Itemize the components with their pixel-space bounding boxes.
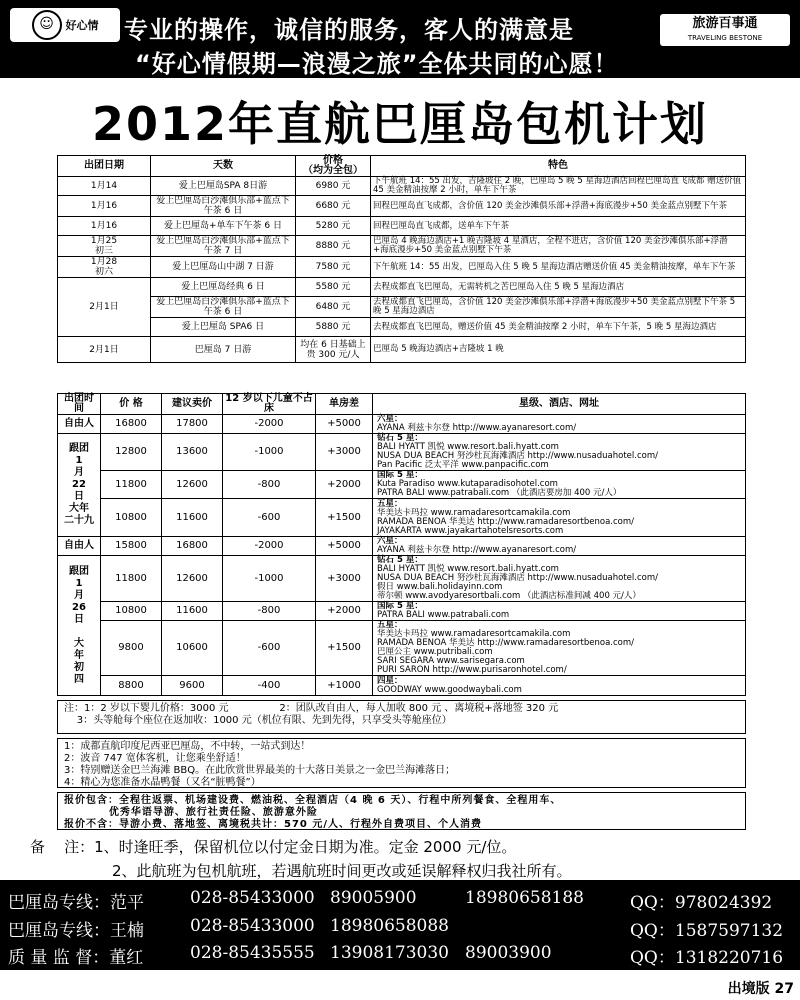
smiley-icon: ☺ — [32, 10, 62, 40]
brand-logo — [10, 8, 120, 42]
hotel-sale-price: 13600 — [162, 434, 223, 471]
headline-1: 专业的操作，诚信的服务，客人的满意是 — [124, 16, 574, 44]
hotel-child-price: -600 — [223, 621, 316, 676]
schedule-days: 爱上巴厘岛+单车下午茶 6 日 — [151, 217, 296, 236]
schedule-feature: 去程成都直飞巴厘岛，含价值 120 美金沙滩俱乐部+浮潜+海底漫步+50 美金蓝点别墅下午茶 5 晚 5 星海边酒店 — [371, 297, 746, 318]
schedule-price: 5880 元 — [296, 318, 371, 337]
hotel-line: 华美达卡玛拉 www.ramadaresortcamakila.com — [377, 507, 571, 518]
hotel-info — [373, 537, 746, 556]
schedule-feature: 下午航班 14：55 出发，吉隆坡住 2 晚，巴厘岛 5 晚 5 星海边酒店回程巴厘岛直飞成都 赠送价值 45 美金精油按摩 2 小时，单车下午茶 — [371, 177, 746, 196]
schedule-price: 均在 6 日基础上贵 300 元/人 — [296, 337, 371, 363]
remarks-label: 备 注： — [30, 838, 95, 856]
contact-role: 巴厘岛专线：王楠 — [8, 921, 144, 941]
contact-mobile-2: 89003900 — [465, 943, 552, 963]
hotel-child-price: -800 — [223, 602, 316, 621]
schedule-date: 1月14 — [58, 177, 151, 196]
schedule-price: 5280 元 — [296, 217, 371, 236]
schedule-row — [58, 318, 746, 337]
hotel-info — [373, 415, 746, 434]
schedule-row — [58, 217, 746, 236]
schedule-days: 爱上巴厘岛白沙滩俱乐部+蓝点下午茶 6 日 — [151, 297, 296, 318]
hotel-star-level: 钻石 5 星： — [377, 555, 423, 565]
remarks-line-2: 2、此航班为包机航班，若遇航班时间更改或延误解释权归我社所有。 — [112, 862, 572, 880]
hotel-info — [373, 471, 746, 499]
hotel-star-level: 六星： — [377, 536, 403, 546]
hotel-info — [373, 556, 746, 602]
hotel-sale-price: 11600 — [162, 602, 223, 621]
schedule-table — [57, 155, 746, 363]
schedule-date: 2月1日 — [58, 278, 151, 337]
schedule-feature: 去程成都直飞巴厘岛，赠送价值 45 美金精油按摩 2 小时，单车下午茶，5 晚 5 星海边酒店 — [371, 318, 746, 337]
schedule-price: 7580 元 — [296, 257, 371, 278]
hotel-sale-price: 12600 — [162, 556, 223, 602]
schedule-date: 1月28 初六 — [58, 257, 151, 278]
hotel-sale-price: 9600 — [162, 676, 223, 696]
hotel-star-level: 国际 5 星： — [377, 470, 423, 480]
hotel-line: Pan Pacific 泛太平洋 www.panpacific.com — [377, 460, 549, 470]
hotel-price: 11800 — [101, 471, 162, 499]
contact-tel: 028-85433000 — [190, 916, 315, 936]
contact-tel: 028-85433000 — [190, 888, 315, 908]
hotel-sale-price: 17800 — [162, 415, 223, 434]
feature-1: 1：成都直航印度尼西亚巴厘岛，不中转，一站式到达！ — [64, 741, 311, 752]
note-line-1: 注：1：2 岁以下婴儿价格：3000 元 2：团队改自由人，每人加收 800 元 、离境税+落地签 320 元 — [64, 703, 559, 714]
hotel-star-level: 五星： — [377, 498, 403, 509]
col-child: 12 岁以下儿童不占床 — [223, 394, 316, 415]
hotel-single-supplement: +2000 — [316, 602, 373, 621]
hotel-star-level: 五星： — [377, 620, 403, 630]
schedule-header-row — [58, 156, 746, 177]
hotel-row — [58, 676, 746, 696]
hotel-price: 10800 — [101, 602, 162, 621]
hotel-single-supplement: +3000 — [316, 434, 373, 471]
hotel-line: AYANA 利兹卡尔登 http://www.ayanaresort.com/ — [377, 545, 577, 555]
hotel-line: 蒂尔顿 www.avodyaresortbali.com （此酒店标准间减 400 元/人） — [377, 591, 641, 601]
col-sale: 建议卖价 — [162, 394, 223, 415]
schedule-feature: 下午航班 14：55 出发，巴厘岛入住 5 晚 5 星海边酒店赠送价值 45 美金精油按摩，单车下午茶 — [371, 257, 746, 278]
hotel-price: 12800 — [101, 434, 162, 471]
hotel-line: BALI HYATT 凯悦 www.resort.bali.hyatt.com — [377, 442, 559, 452]
hotel-row — [58, 556, 746, 602]
schedule-feature: 巴厘岛 4 晚海边酒店+1 晚吉隆坡 4 星酒店，全程不进店，含价值 120 美金沙滩俱乐部+浮潜+海底漫步+50 美金蓝点别墅下午茶 — [371, 236, 746, 257]
hotel-line: Kuta Paradiso www.kutaparadisohotel.com — [377, 479, 558, 489]
col-date: 出团日期 — [58, 156, 151, 177]
notes-box — [57, 700, 746, 734]
partner-logo — [660, 14, 790, 46]
schedule-row — [58, 177, 746, 196]
hotel-line: PATRA BALI www.patrabali.com — [377, 610, 510, 620]
contact-qq: QQ：1587597132 — [630, 921, 784, 941]
features-box — [57, 738, 746, 788]
hotel-child-price: -800 — [223, 471, 316, 499]
schedule-days: 爱上巴厘岛白沙滩俱乐部+蓝点下午茶 6 日 — [151, 196, 296, 217]
hotel-price: 11800 — [101, 556, 162, 602]
hotel-line: PATRA BALI www.patrabali.com （此酒店要房加 400 元/人） — [377, 488, 622, 498]
hotel-price: 9800 — [101, 621, 162, 676]
col-time: 出团时间 — [58, 394, 101, 415]
hotel-line: AYANA 利兹卡尔登 http://www.ayanaresort.com/ — [377, 423, 577, 433]
schedule-row — [58, 297, 746, 318]
feature-2: 2：波音 747 宽体客机，让您乘坐舒适！ — [64, 753, 246, 764]
feature-3: 3：特别赠送金巴兰海滩 BBQ。在此欣赏世界最美的十大落日美景之一金巴兰海滩落日； — [64, 765, 456, 776]
hotel-line: JAYAKARTA www.jayakartahotelsresorts.com — [377, 525, 564, 536]
hotel-single-supplement: +5000 — [316, 415, 373, 434]
page-title: 2012年直航巴厘岛包机计划 — [91, 97, 709, 151]
hotel-single-supplement: +1500 — [316, 621, 373, 676]
schedule-row — [58, 337, 746, 363]
schedule-feature: 去程成都直飞巴厘岛，无需转机之苦巴厘岛入住 5 晚 5 星海边酒店 — [371, 278, 746, 297]
hotel-price-table — [57, 393, 746, 696]
col-single: 单房差 — [316, 394, 373, 415]
schedule-price: 6680 元 — [296, 196, 371, 217]
note-line-2: 3：头等舱每个座位在返加收：1000 元（机位有限、先到先得，只享受头等舱座位） — [64, 715, 452, 726]
hotel-single-supplement: +5000 — [316, 537, 373, 556]
schedule-price: 6480 元 — [296, 297, 371, 318]
hotel-row — [58, 602, 746, 621]
hotel-line: BALI HYATT 凯悦 www.resort.bali.hyatt.com — [377, 564, 559, 574]
col-days: 天数 — [151, 156, 296, 177]
contact-mobile-2: 18980658188 — [465, 888, 584, 908]
hotel-price: 10800 — [101, 499, 162, 537]
hotel-line: GOODWAY www.goodwaybali.com — [377, 684, 522, 695]
hotel-line: RAMADA BENOA 华美达 http://www.ramadaresortbenoa.com/ — [377, 638, 635, 648]
contact-tel: 028-85435555 — [190, 943, 315, 963]
hotel-line: 华美达卡玛拉 www.ramadaresortcamakila.com — [377, 629, 571, 639]
schedule-price: 5580 元 — [296, 278, 371, 297]
hotel-sale-price: 12600 — [162, 471, 223, 499]
hotel-header-row — [58, 394, 746, 415]
contact-row — [0, 916, 800, 943]
schedule-days: 爱上巴厘岛白沙滩俱乐部+蓝点下午茶 7 日 — [151, 236, 296, 257]
hotel-line: 巴厘公主 www.putribali.com — [377, 647, 493, 657]
hotel-line: NUSA DUA BEACH 努沙杜瓦海滩酒店 http://www.nusaduahotel.com/ — [377, 573, 658, 583]
hotel-single-supplement: +1500 — [316, 499, 373, 537]
contact-mobile: 18980658088 — [330, 916, 449, 936]
schedule-days: 爱上巴厘岛 SPA6 日 — [151, 318, 296, 337]
contact-row — [0, 943, 800, 970]
header-banner — [0, 0, 800, 78]
schedule-feature: 回程巴厘岛直飞成都，送单车下午茶 — [371, 217, 746, 236]
feature-4: 4：精心为您准备水晶鸭餐（又名“脏鸭餐”） — [64, 777, 261, 788]
schedule-days: 爱上巴厘岛山中湖 7 日游 — [151, 257, 296, 278]
contact-role: 巴厘岛专线：范平 — [8, 893, 144, 913]
hotel-sale-price: 16800 — [162, 537, 223, 556]
schedule-date: 1月25 初三 — [58, 236, 151, 257]
hotel-row — [58, 415, 746, 434]
hotel-sale-price: 10600 — [162, 621, 223, 676]
hotel-info — [373, 676, 746, 696]
hotel-sale-price: 11600 — [162, 499, 223, 537]
hotel-single-supplement: +2000 — [316, 471, 373, 499]
hotel-single-supplement: +1000 — [316, 676, 373, 696]
excludes-line: 报价不含：导游小费、落地签、离境税共计：570 元/人、行程外自费项目、个人消费 — [64, 819, 483, 830]
schedule-date: 1月16 — [58, 217, 151, 236]
schedule-feature: 回程巴厘岛直飞成都，含价值 120 美金沙滩俱乐部+浮潜+海底漫步+50 美金蓝点别墅下午茶 — [371, 196, 746, 217]
hotel-line: NUSA DUA BEACH 努沙杜瓦海滩酒店 http://www.nusaduahotel.com/ — [377, 451, 658, 461]
free-travel-label: 自由人 — [58, 537, 101, 556]
schedule-feature: 巴厘岛 5 晚海边酒店+吉隆坡 1 晚 — [371, 337, 746, 363]
group-1-label: 跟团 1 月 22 日 大年 二十九 — [58, 434, 101, 537]
schedule-price: 6980 元 — [296, 177, 371, 196]
hotel-star-level: 六星： — [377, 414, 403, 424]
includes-box — [57, 792, 746, 830]
schedule-date: 2月1日 — [58, 337, 151, 363]
hotel-info — [373, 621, 746, 676]
free-travel-label: 自由人 — [58, 415, 101, 434]
headline-2: “好心情假期—浪漫之旅”全体共同的心愿！ — [135, 50, 619, 78]
contact-mobile: 89005900 — [330, 888, 417, 908]
hotel-line: RAMADA BENOA 华美达 http://www.ramadaresortbenoa.com/ — [377, 516, 635, 527]
col-price: 价 格 — [101, 394, 162, 415]
col-feature: 特色 — [371, 156, 746, 177]
hotel-child-price: -600 — [223, 499, 316, 537]
contact-row — [0, 888, 800, 915]
schedule-row — [58, 257, 746, 278]
hotel-star-level: 四星： — [377, 675, 403, 686]
hotel-child-price: -400 — [223, 676, 316, 696]
schedule-date: 1月16 — [58, 196, 151, 217]
hotel-price: 16800 — [101, 415, 162, 434]
page-number: 出境版 27 — [727, 981, 794, 997]
hotel-star-level: 钻石 5 星： — [377, 433, 423, 443]
hotel-info — [373, 434, 746, 471]
partner-logo-text: 旅游百事通 — [692, 16, 758, 31]
schedule-days: 爱上巴厘岛经典 6 日 — [151, 278, 296, 297]
hotel-info — [373, 499, 746, 537]
remarks — [30, 835, 572, 883]
hotel-star-level: 国际 5 星： — [377, 601, 423, 611]
schedule-row — [58, 236, 746, 257]
schedule-price: 8880 元 — [296, 236, 371, 257]
schedule-days: 爱上巴厘岛SPA 8日游 — [151, 177, 296, 196]
hotel-child-price: -1000 — [223, 556, 316, 602]
includes-line-2: 优秀华语导游、旅行社责任险、旅游意外险 — [64, 807, 318, 818]
hotel-line: SARI SEGARA www.sarisegara.com — [377, 656, 525, 666]
hotel-info — [373, 602, 746, 621]
brand-logo-text: 好心情 — [65, 19, 99, 32]
remarks-line-1: 1、时逢旺季，保留机位以付定金日期为准。定金 2000 元/位。 — [94, 838, 517, 856]
group-2-label: 跟团 1 月 26 日 大 年 初 四 — [58, 556, 101, 696]
hotel-line: PURI SARON http://www.purisaronhotel.com/ — [377, 665, 567, 675]
hotel-child-price: -2000 — [223, 537, 316, 556]
contact-role: 质 量 监 督：董红 — [8, 948, 144, 968]
includes-line-1: 报价包含：全程往返票、机场建设费、燃油税、全程酒店（4 晚 6 天）、行程中所列餐食、全程用车、 — [64, 795, 562, 806]
hotel-row — [58, 499, 746, 537]
hotel-line: 假日 www.bali.holidayinn.com — [377, 582, 503, 592]
hotel-row — [58, 434, 746, 471]
hotel-child-price: -2000 — [223, 415, 316, 434]
contact-qq: QQ：1318220716 — [630, 948, 784, 968]
contact-footer — [0, 880, 800, 970]
schedule-row — [58, 196, 746, 217]
contact-mobile: 13908173030 — [330, 943, 449, 963]
schedule-row — [58, 278, 746, 297]
schedule-days: 巴厘岛 7 日游 — [151, 337, 296, 363]
hotel-row — [58, 537, 746, 556]
hotel-row — [58, 621, 746, 676]
col-price: 价格 （均为全包） — [296, 156, 371, 177]
hotel-single-supplement: +3000 — [316, 556, 373, 602]
contact-qq: QQ：978024392 — [630, 893, 773, 913]
partner-logo-sub: TRAVELING BESTONE — [687, 34, 763, 42]
col-hotel: 星级、酒店、网址 — [373, 394, 746, 415]
hotel-row — [58, 471, 746, 499]
hotel-price: 15800 — [101, 537, 162, 556]
hotel-child-price: -1000 — [223, 434, 316, 471]
hotel-price: 8800 — [101, 676, 162, 696]
